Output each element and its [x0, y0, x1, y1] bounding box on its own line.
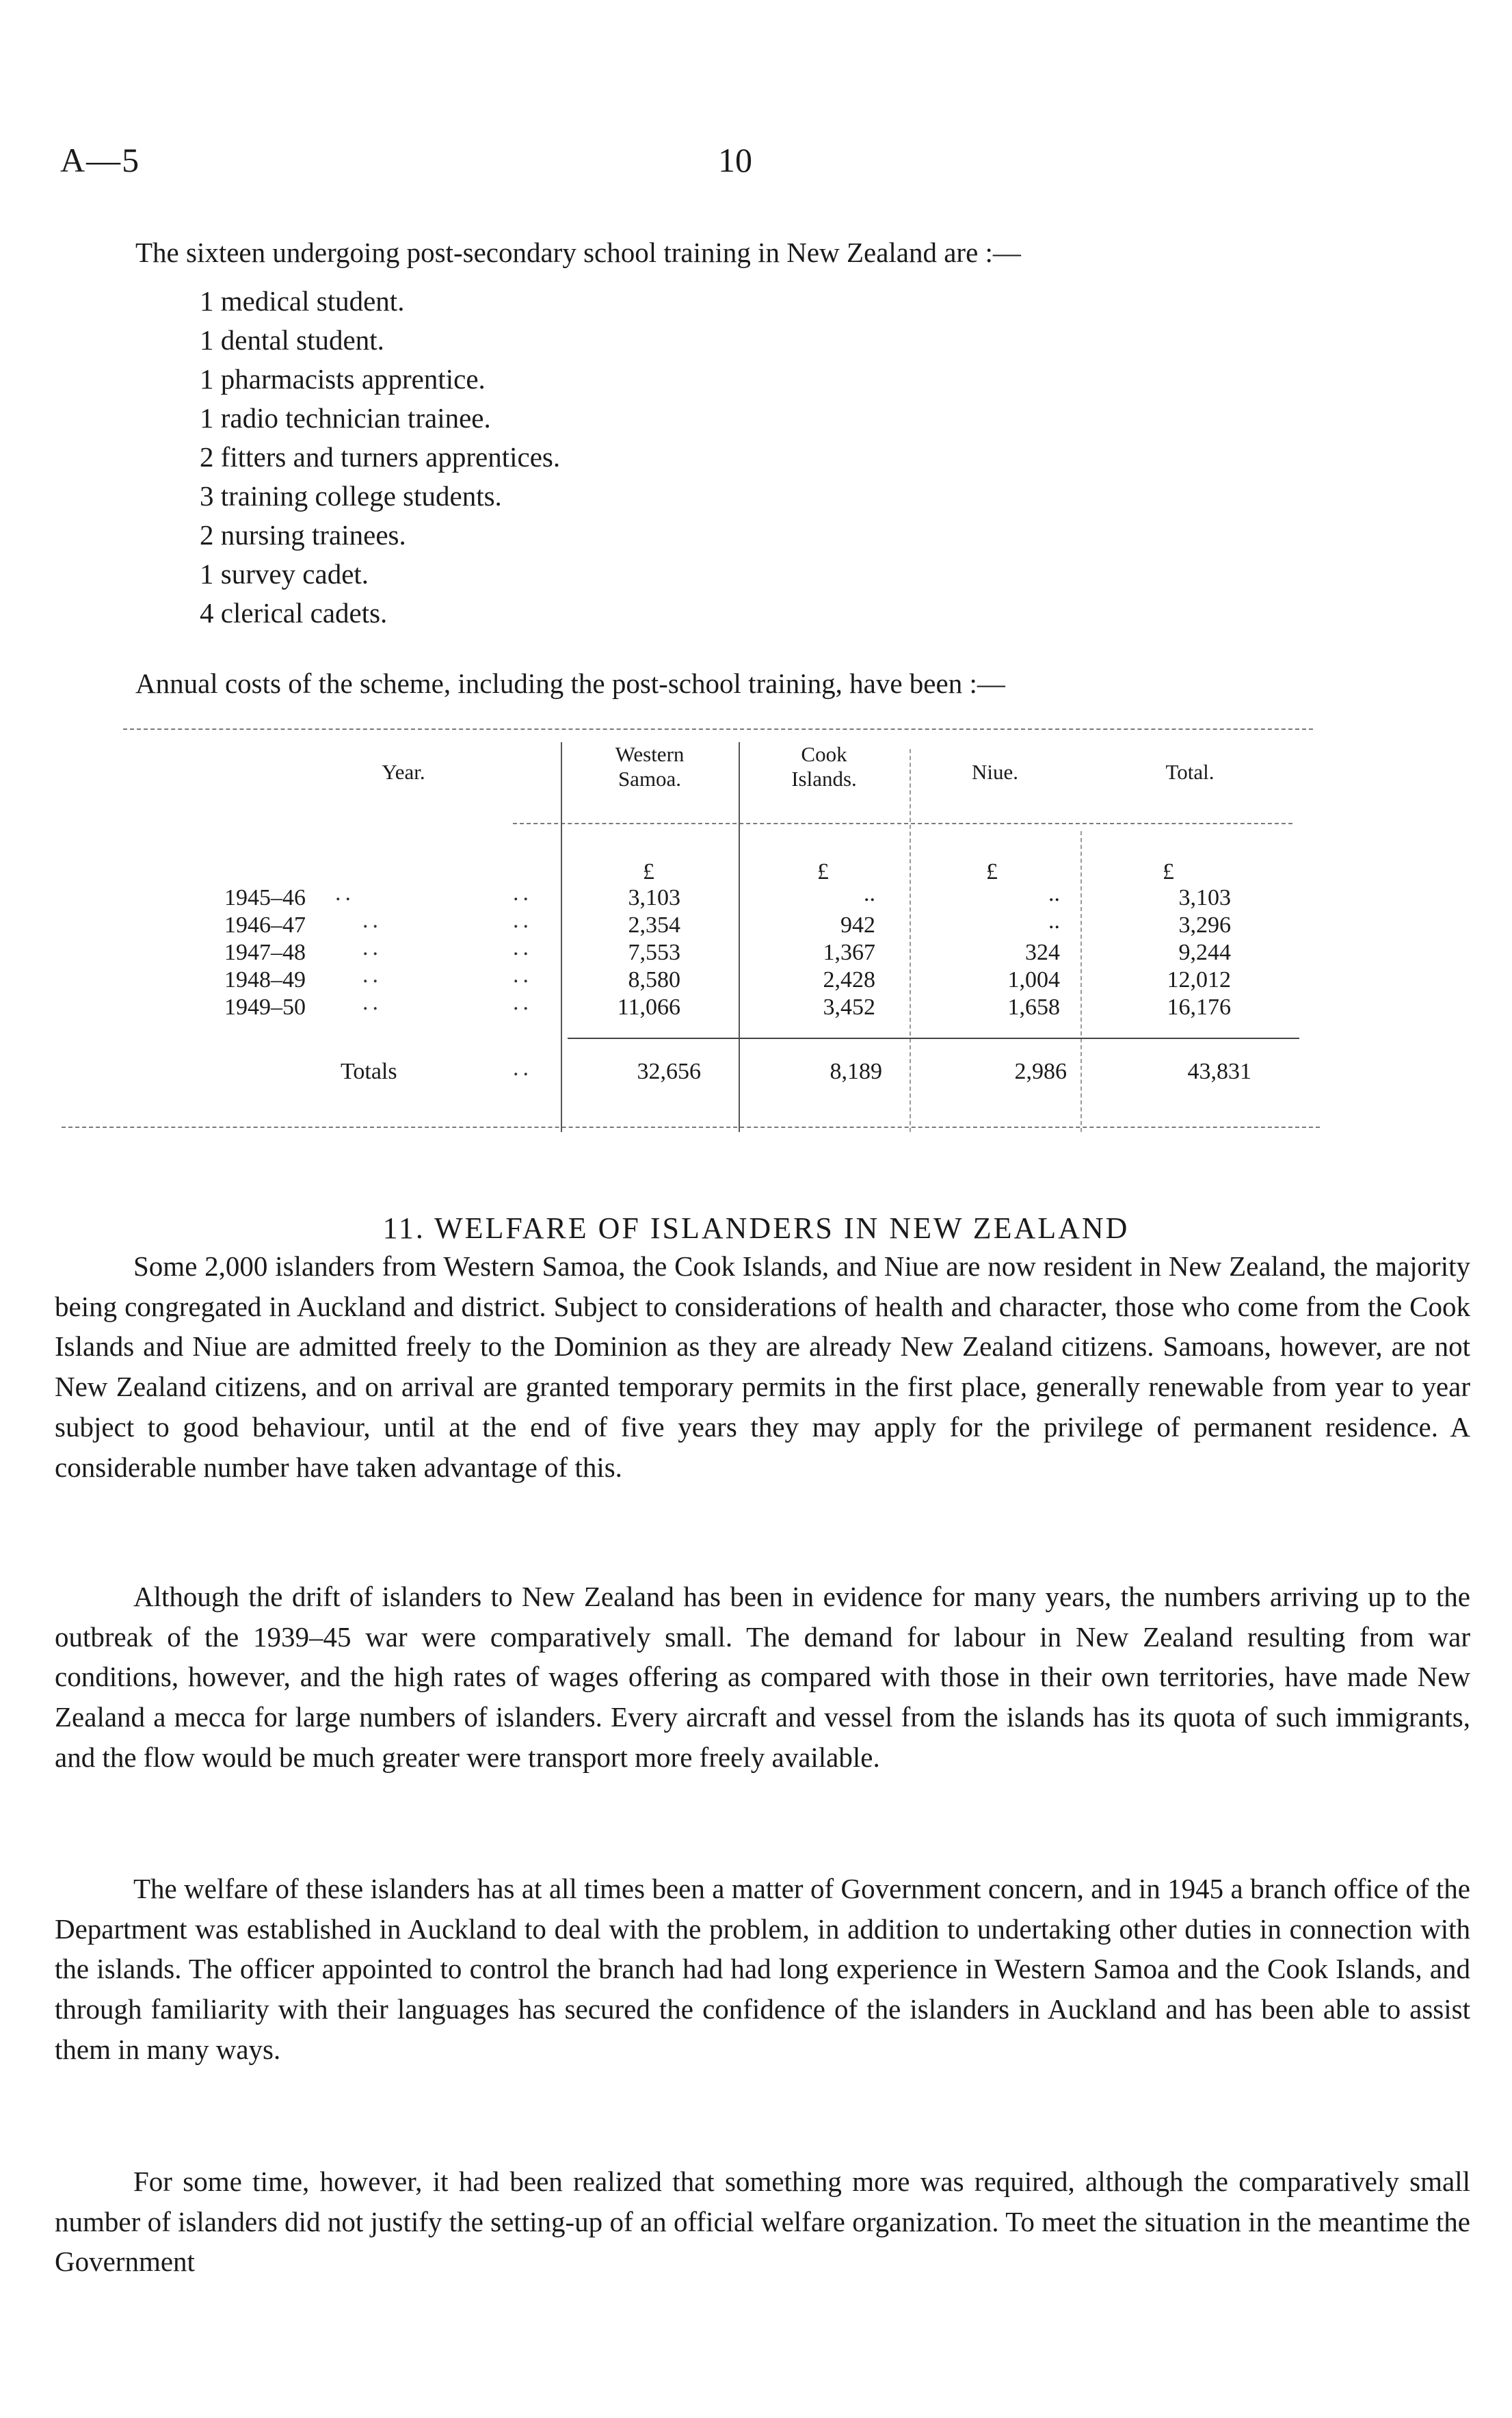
table-cell-cook-islands: 1,367 — [823, 940, 875, 965]
table-cell-niue: 1,658 — [1007, 995, 1060, 1020]
paragraph: Some 2,000 islanders from Western Samoa, the Cook Islands, and Niue are now resident in New Zealand, the majority being congregated in Auckland and district. Subject to considerations of health and character, those who come from the Cook Islands and Niue are admitted freely to the Dominion as they are already New Zealand citizens. Samoans, however, are not New Zealand citizens, and on arrival are granted temporary permits in the first place, generally renewable from year to year subject to good behaviour, until at the end of five years they may apply for the privilege of permanent residence. A considerable number have taken advantage of this. — [55, 1250, 1470, 1483]
list-item: 1 survey cadet. — [200, 558, 369, 590]
header-cook-islands-line1: Cook — [801, 742, 847, 766]
table-cell-cook-islands: 942 — [840, 912, 875, 938]
table-cell-niue: .. — [1048, 881, 1060, 906]
list-item: 1 dental student. — [200, 324, 384, 356]
leader-dots: .. — [335, 880, 355, 906]
table-cell-total: 12,012 — [1167, 967, 1231, 993]
list-item: 2 fitters and turners apprentices. — [200, 441, 561, 473]
currency-niue: £ — [986, 859, 998, 884]
document-id: A—5 — [60, 141, 141, 179]
column-rule — [1080, 831, 1082, 1132]
table-cell-niue: 324 — [1025, 940, 1060, 965]
totals-niue: 2,986 — [1014, 1059, 1067, 1084]
list-item: 4 clerical cadets. — [200, 597, 388, 629]
table-cell-total: 3,103 — [1178, 885, 1231, 910]
table-cell-cook-islands: 3,452 — [823, 995, 875, 1020]
table-cell-total: 9,244 — [1178, 940, 1231, 965]
trainees-list — [200, 282, 560, 633]
table-cell-total: 3,296 — [1178, 912, 1231, 938]
header-western-samoa-line2: Samoa. — [618, 767, 682, 791]
table-bottom-rule — [62, 1127, 1320, 1128]
costs-table — [198, 728, 1299, 1132]
table-row-year: 1949–50 — [224, 995, 306, 1020]
currency-western-samoa: £ — [643, 859, 654, 884]
totals-label: Totals — [341, 1059, 397, 1084]
header-year: Year. — [382, 760, 425, 784]
header-niue: Niue. — [971, 760, 1018, 784]
trainees-intro: The sixteen undergoing post-secondary school training in New Zealand are :— — [135, 237, 1021, 268]
list-item: 1 pharmacists apprentice. — [200, 363, 486, 395]
totals-total: 43,831 — [1187, 1059, 1251, 1084]
leader-dots: .. — [513, 1055, 533, 1081]
header-cook-islands-line2: Islands. — [791, 767, 857, 791]
totals-western-samoa: 32,656 — [637, 1059, 701, 1084]
costs-intro: Annual costs of the scheme, including the post-school training, have been :— — [135, 668, 1005, 699]
table-cell-niue: 1,004 — [1007, 967, 1060, 993]
table-cell-western-samoa: 11,066 — [617, 995, 680, 1020]
table-cell-western-samoa: 8,580 — [628, 967, 680, 993]
column-rule — [561, 742, 562, 1132]
table-cell-cook-islands: 2,428 — [823, 967, 875, 993]
table-cell-niue: .. — [1048, 908, 1060, 934]
table-row-year: 1945–46 — [224, 885, 306, 910]
leader-dots: .. — [513, 935, 533, 960]
leader-dots: .. — [513, 990, 533, 1015]
table-row-year: 1947–48 — [224, 940, 306, 965]
list-item: 1 radio technician trainee. — [200, 402, 491, 434]
header-total: Total. — [1165, 760, 1215, 784]
leader-dots: .. — [362, 935, 382, 960]
leader-dots: .. — [513, 908, 533, 933]
table-cell-cook-islands: .. — [864, 881, 875, 906]
table-header-rule — [513, 823, 1292, 824]
currency-total: £ — [1163, 859, 1174, 884]
leader-dots: .. — [513, 880, 533, 906]
list-item: 2 nursing trainees. — [200, 519, 406, 551]
page-number: 10 — [718, 141, 752, 179]
running-head — [0, 140, 1512, 188]
header-western-samoa-line1: Western — [615, 742, 685, 766]
list-item: 3 training college students. — [200, 480, 502, 512]
table-cell-western-samoa: 2,354 — [628, 912, 680, 938]
table-cell-western-samoa: 3,103 — [628, 885, 680, 910]
leader-dots: .. — [362, 990, 382, 1015]
table-row-year: 1948–49 — [224, 967, 306, 993]
column-rule — [739, 742, 740, 1132]
column-rule — [910, 749, 911, 1132]
totals-cook-islands: 8,189 — [830, 1059, 882, 1084]
leader-dots: .. — [362, 908, 382, 933]
section-heading: 11. WELFARE OF ISLANDERS IN NEW ZEALAND — [382, 1211, 1130, 1245]
table-row-year: 1946–47 — [224, 912, 306, 938]
leader-dots: .. — [362, 962, 382, 988]
table-cell-western-samoa: 7,553 — [628, 940, 680, 965]
paragraph: For some time, however, it had been realized that something more was required, although the comparatively small number of islanders did not justify the setting-up of an official welfare organization. To meet the situation in the meantime the Government — [55, 2166, 1470, 2278]
table-cell-total: 16,176 — [1167, 995, 1231, 1020]
currency-cook-islands: £ — [817, 859, 829, 884]
table-top-rule — [123, 728, 1313, 730]
totals-rule — [568, 1038, 1299, 1039]
paragraph: The welfare of these islanders has at all times been a matter of Government concern, and in 1945 a branch office of the Department was established in Auckland to deal with the problem, in addition to undertaking other duties in connection with the islands. The officer appointed to control the branch had had long experience in Western Samoa and the Cook Islands, and through familiarity with their languages has secured the confidence of the islanders in Auckland and has been able to assist them in many ways. — [55, 1873, 1470, 2065]
leader-dots: .. — [513, 962, 533, 988]
list-item: 1 medical student. — [200, 285, 405, 317]
paragraph: Although the drift of islanders to New Zealand has been in evidence for many years, the numbers arriving up to the outbreak of the 1939–45 war were comparatively small. The demand for labour in New Zealand resulting from war conditions, however, and the high rates of wages offering as compared with those in their own territories, have made New Zealand a mecca for large numbers of islanders. Every aircraft and vessel from the islands has its quota of such immigrants, and the flow would be much greater were transport more freely available. — [55, 1581, 1470, 1773]
